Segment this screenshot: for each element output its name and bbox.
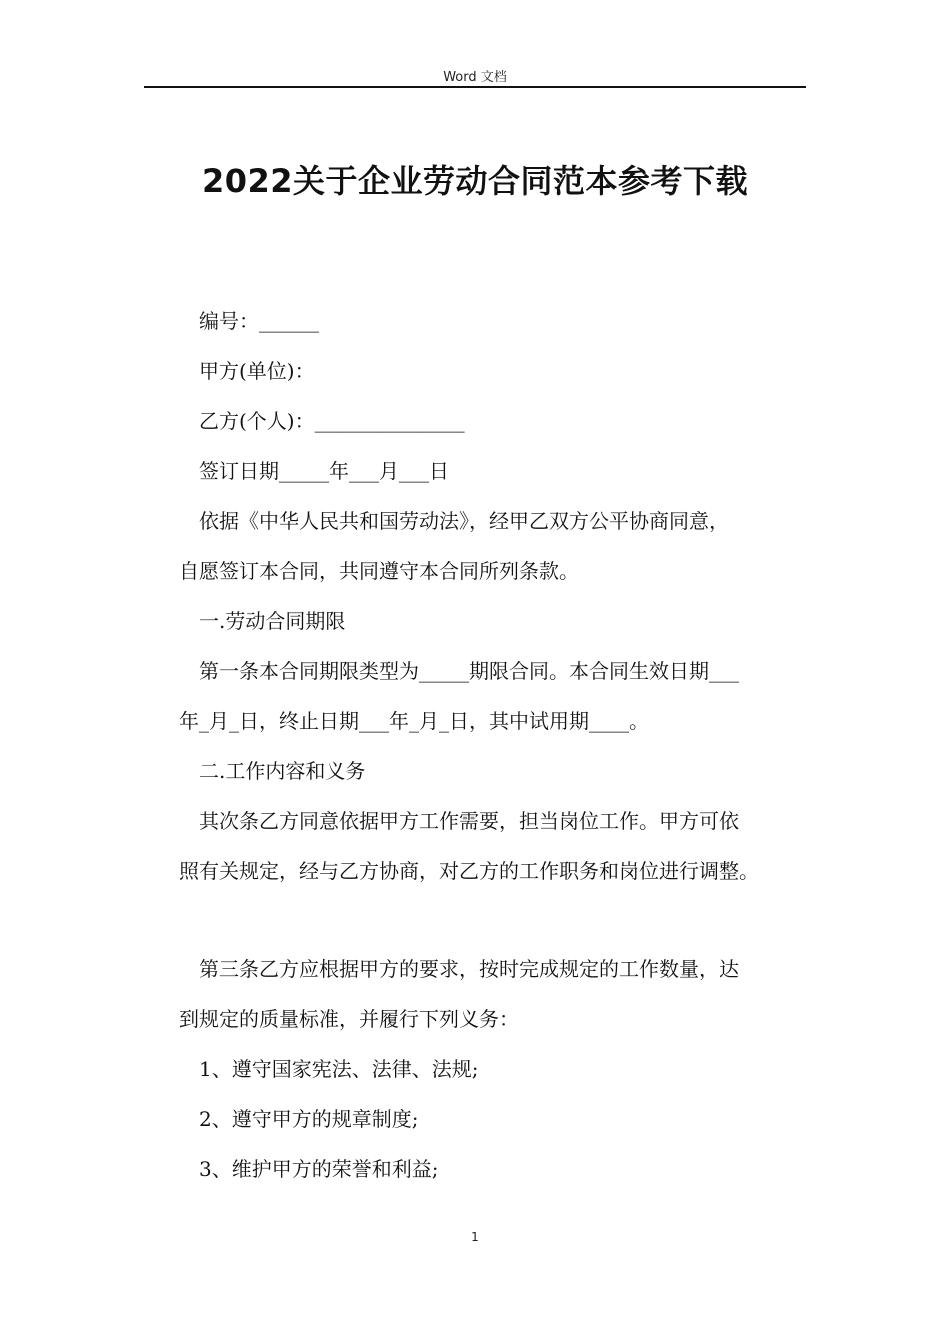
header-divider xyxy=(144,86,806,88)
paragraph-line: 第三条乙方应根据甲方的要求，按时完成规定的工作数量，达 xyxy=(199,957,739,981)
paragraph-line: 第一条本合同期限类型为_____期限合同。本合同生效日期___ xyxy=(199,659,739,683)
paragraph-line: 年_月_日，终止日期___年_月_日，其中试用期____。 xyxy=(179,709,649,733)
list-item: 3、维护甲方的荣誉和利益; xyxy=(199,1157,439,1181)
paragraph-line: 自愿签订本合同，共同遵守本合同所列条款。 xyxy=(179,559,579,583)
paragraph-line: 依据《中华人民共和国劳动法》，经甲乙双方公平协商同意， xyxy=(199,509,729,533)
paragraph-gap xyxy=(179,896,819,944)
contract-number-line: 编号：______ xyxy=(199,309,319,333)
paragraph-line: 其次条乙方同意依据甲方工作需要，担当岗位工作。甲方可依 xyxy=(199,809,739,833)
party-a-line: 甲方(单位)： xyxy=(199,359,315,383)
document-body xyxy=(179,296,819,1194)
header-label: Word 文档 xyxy=(443,70,507,85)
paragraph-line: 到规定的质量标准，并履行下列义务： xyxy=(179,1007,519,1031)
page-number: 1 xyxy=(471,1230,479,1244)
paragraph-line: 照有关规定，经与乙方协商，对乙方的工作职务和岗位进行调整。 xyxy=(179,859,759,883)
list-item: 1、遵守国家宪法、法律、法规; xyxy=(199,1057,479,1081)
document-title: 2022关于企业劳动合同范本参考下载 xyxy=(201,162,749,200)
section-heading: 二.工作内容和义务 xyxy=(199,759,366,783)
party-b-line: 乙方(个人)：_______________ xyxy=(199,409,465,433)
list-item: 2、遵守甲方的规章制度; xyxy=(199,1107,419,1131)
signing-date-line: 签订日期_____年___月___日 xyxy=(199,459,449,483)
section-heading: 一.劳动合同期限 xyxy=(199,609,346,633)
